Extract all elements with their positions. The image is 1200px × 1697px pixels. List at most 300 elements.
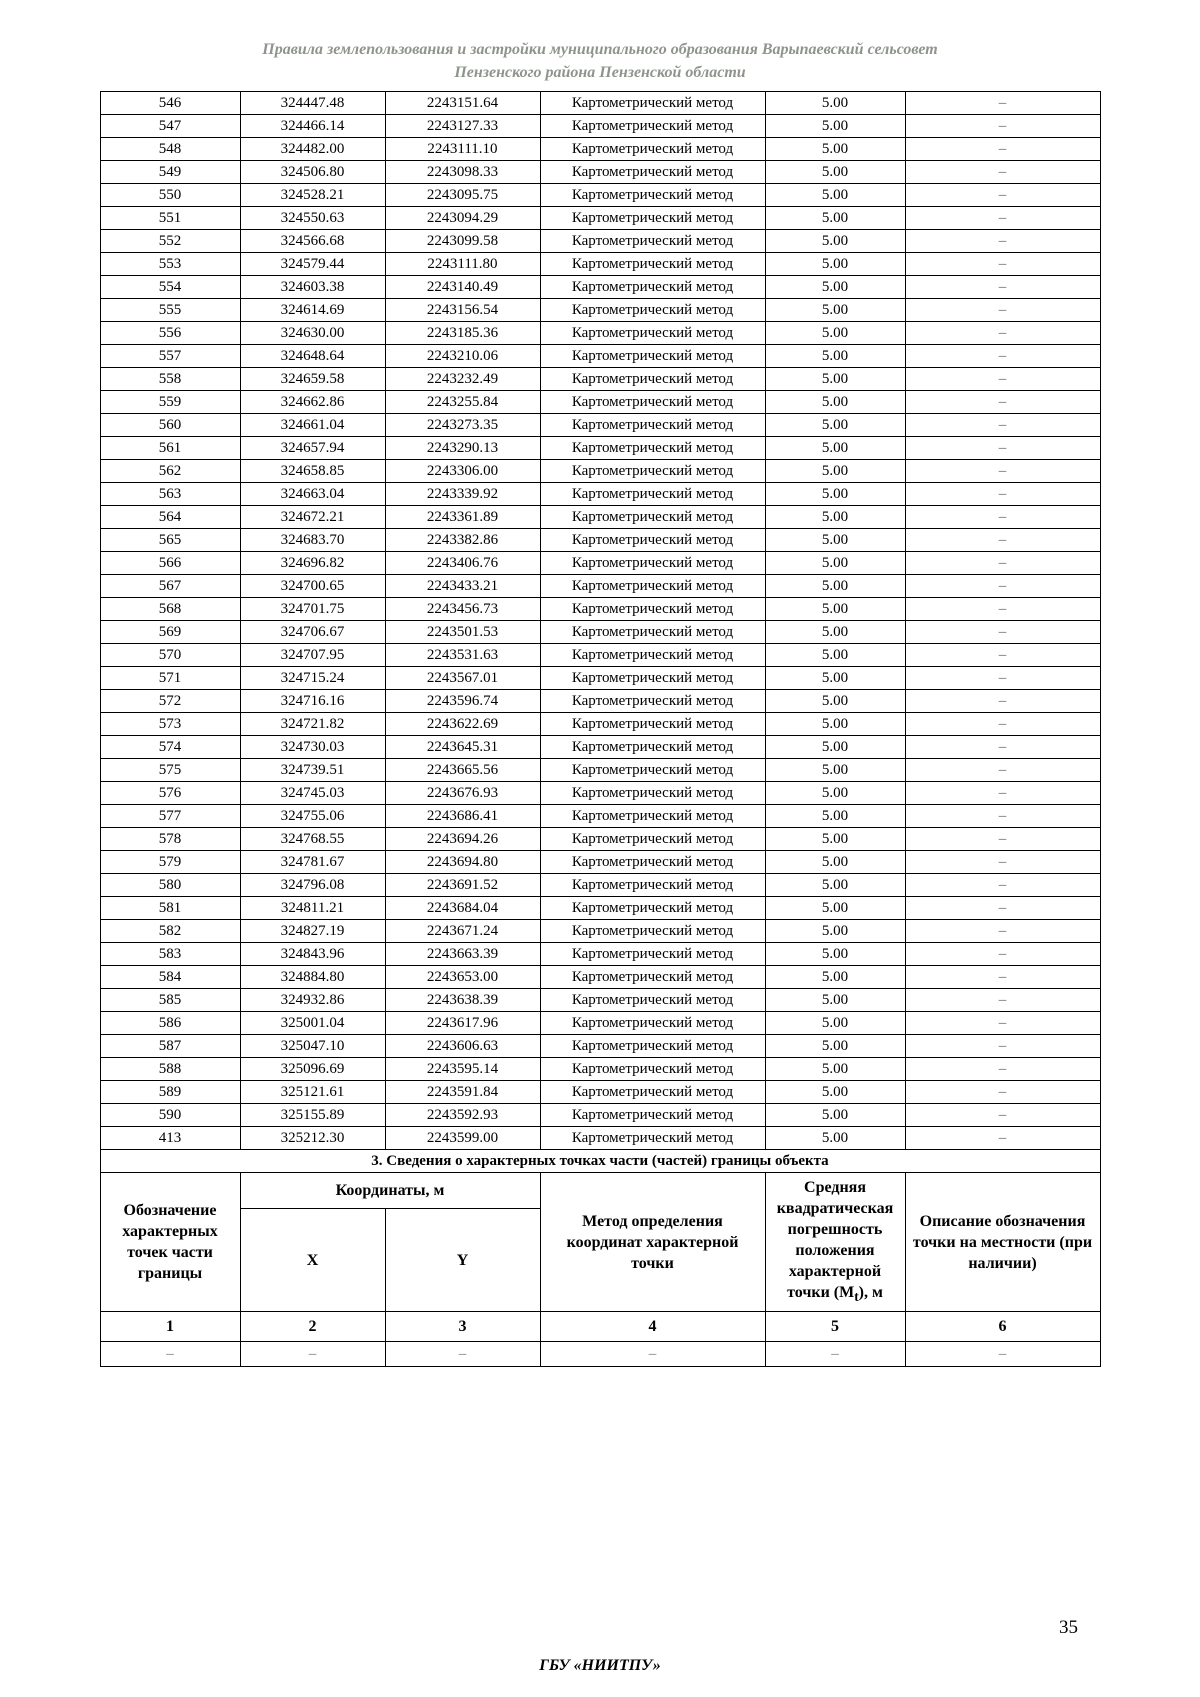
header-line-2: Пензенского района Пензенской области — [454, 64, 746, 81]
point-cell: 324843.96 — [240, 943, 385, 966]
column-numbers-row — [100, 1312, 1100, 1342]
point-cell: – — [905, 966, 1100, 989]
point-cell: Картометрический метод — [540, 1035, 765, 1058]
point-cell: 5.00 — [765, 322, 905, 345]
point-cell: 5.00 — [765, 115, 905, 138]
point-cell: 324707.95 — [240, 644, 385, 667]
point-row — [100, 184, 1100, 207]
point-cell: 551 — [100, 207, 240, 230]
point-row — [100, 1104, 1100, 1127]
point-cell: Картометрический метод — [540, 621, 765, 644]
point-row — [100, 1081, 1100, 1104]
header-description: Описание обозначения точки на местности (при наличии) — [905, 1173, 1100, 1312]
point-cell: Картометрический метод — [540, 1104, 765, 1127]
point-cell: 324659.58 — [240, 368, 385, 391]
point-cell: 5.00 — [765, 598, 905, 621]
point-cell: – — [905, 1081, 1100, 1104]
point-cell: 325047.10 — [240, 1035, 385, 1058]
point-cell: Картометрический метод — [540, 598, 765, 621]
point-cell: – — [905, 345, 1100, 368]
point-cell: – — [905, 713, 1100, 736]
point-cell: 553 — [100, 253, 240, 276]
point-cell: Картометрический метод — [540, 1058, 765, 1081]
point-cell: 550 — [100, 184, 240, 207]
point-cell: 572 — [100, 690, 240, 713]
point-cell: Картометрический метод — [540, 828, 765, 851]
point-cell: – — [905, 230, 1100, 253]
point-cell: 5.00 — [765, 736, 905, 759]
column-number-cell: 3 — [385, 1312, 540, 1342]
point-cell: – — [905, 690, 1100, 713]
point-cell: 564 — [100, 506, 240, 529]
point-cell: 324739.51 — [240, 759, 385, 782]
point-cell: 5.00 — [765, 460, 905, 483]
point-cell: 576 — [100, 782, 240, 805]
point-cell: 565 — [100, 529, 240, 552]
point-cell: 573 — [100, 713, 240, 736]
point-cell: 5.00 — [765, 1012, 905, 1035]
point-cell: Картометрический метод — [540, 1081, 765, 1104]
point-cell: – — [905, 897, 1100, 920]
point-cell: 578 — [100, 828, 240, 851]
point-row — [100, 1058, 1100, 1081]
point-cell: Картометрический метод — [540, 92, 765, 115]
point-cell: – — [905, 322, 1100, 345]
point-cell: – — [905, 828, 1100, 851]
point-cell: Картометрический метод — [540, 897, 765, 920]
coordinates-table — [100, 91, 1101, 1367]
point-row — [100, 828, 1100, 851]
point-cell: 5.00 — [765, 782, 905, 805]
point-cell: 590 — [100, 1104, 240, 1127]
point-cell: – — [905, 391, 1100, 414]
point-cell: – — [905, 529, 1100, 552]
point-cell: 5.00 — [765, 391, 905, 414]
point-cell: – — [905, 276, 1100, 299]
point-cell: 574 — [100, 736, 240, 759]
point-cell: Картометрический метод — [540, 345, 765, 368]
point-cell: 5.00 — [765, 874, 905, 897]
header-x: X — [240, 1208, 385, 1311]
point-row — [100, 1127, 1100, 1150]
point-cell: 548 — [100, 138, 240, 161]
point-cell: – — [905, 138, 1100, 161]
point-cell: 557 — [100, 345, 240, 368]
point-row — [100, 506, 1100, 529]
point-cell: 5.00 — [765, 529, 905, 552]
point-cell: – — [905, 943, 1100, 966]
point-cell: Картометрический метод — [540, 713, 765, 736]
point-row — [100, 1035, 1100, 1058]
point-cell: Картометрический метод — [540, 460, 765, 483]
point-cell: 561 — [100, 437, 240, 460]
point-row — [100, 874, 1100, 897]
point-cell: – — [905, 368, 1100, 391]
point-row — [100, 391, 1100, 414]
point-cell: – — [905, 92, 1100, 115]
point-cell: 5.00 — [765, 966, 905, 989]
point-cell: 2243156.54 — [385, 299, 540, 322]
point-row — [100, 115, 1100, 138]
section3-title: 3. Сведения о характерных точках части (частей) границы объекта — [100, 1150, 1100, 1173]
header-coordinates-group: Координаты, м — [240, 1173, 540, 1209]
column-number-cell: 5 — [765, 1312, 905, 1342]
point-cell: 324796.08 — [240, 874, 385, 897]
point-cell: 2243456.73 — [385, 598, 540, 621]
point-cell: Картометрический метод — [540, 989, 765, 1012]
point-cell: 5.00 — [765, 368, 905, 391]
points-table-body — [100, 92, 1100, 1150]
point-cell: – — [905, 1035, 1100, 1058]
point-cell: 5.00 — [765, 943, 905, 966]
point-cell: 325212.30 — [240, 1127, 385, 1150]
point-cell: 324466.14 — [240, 115, 385, 138]
header-line-1: Правила землепользования и застройки муниципального образования Варыпаевский сельсовет — [262, 41, 938, 58]
header-error-prefix: Средняя квадратическая погрешность положения характерной точки (М — [776, 1179, 894, 1301]
point-cell: 5.00 — [765, 621, 905, 644]
point-cell: 2243531.63 — [385, 644, 540, 667]
point-row — [100, 621, 1100, 644]
point-cell: 580 — [100, 874, 240, 897]
point-cell: 2243645.31 — [385, 736, 540, 759]
point-row — [100, 598, 1100, 621]
empty-value-cell: – — [540, 1342, 765, 1367]
point-cell: 575 — [100, 759, 240, 782]
point-cell: 554 — [100, 276, 240, 299]
point-cell: Картометрический метод — [540, 690, 765, 713]
point-cell: – — [905, 1127, 1100, 1150]
point-cell: 5.00 — [765, 414, 905, 437]
point-cell: 2243095.75 — [385, 184, 540, 207]
point-cell: 546 — [100, 92, 240, 115]
point-cell: – — [905, 414, 1100, 437]
point-cell: Картометрический метод — [540, 805, 765, 828]
point-row — [100, 230, 1100, 253]
point-cell: 2243094.29 — [385, 207, 540, 230]
point-cell: 2243599.00 — [385, 1127, 540, 1150]
point-cell: 579 — [100, 851, 240, 874]
header-error — [765, 1173, 905, 1312]
point-cell: 571 — [100, 667, 240, 690]
point-row — [100, 529, 1100, 552]
point-cell: 2243595.14 — [385, 1058, 540, 1081]
point-cell: 324701.75 — [240, 598, 385, 621]
point-cell: 549 — [100, 161, 240, 184]
point-cell: Картометрический метод — [540, 506, 765, 529]
point-cell: – — [905, 759, 1100, 782]
point-cell: 324715.24 — [240, 667, 385, 690]
point-cell: Картометрический метод — [540, 184, 765, 207]
point-cell: 325121.61 — [240, 1081, 385, 1104]
point-cell: – — [905, 644, 1100, 667]
point-cell: 2243290.13 — [385, 437, 540, 460]
header-method: Метод определения координат характерной точки — [540, 1173, 765, 1312]
empty-values-row — [100, 1342, 1100, 1367]
point-cell: Картометрический метод — [540, 161, 765, 184]
point-cell: 570 — [100, 644, 240, 667]
column-number-cell: 1 — [100, 1312, 240, 1342]
point-cell: 2243676.93 — [385, 782, 540, 805]
point-cell: Картометрический метод — [540, 736, 765, 759]
point-cell: 324884.80 — [240, 966, 385, 989]
point-cell: 2243671.24 — [385, 920, 540, 943]
point-cell: 5.00 — [765, 667, 905, 690]
point-cell: Картометрический метод — [540, 943, 765, 966]
point-cell: 324706.67 — [240, 621, 385, 644]
point-cell: 324716.16 — [240, 690, 385, 713]
point-row — [100, 92, 1100, 115]
point-cell: 2243232.49 — [385, 368, 540, 391]
point-cell: – — [905, 1104, 1100, 1127]
point-cell: 324932.86 — [240, 989, 385, 1012]
point-cell: 5.00 — [765, 1035, 905, 1058]
point-cell: 2243663.39 — [385, 943, 540, 966]
point-cell: 5.00 — [765, 851, 905, 874]
point-cell: 5.00 — [765, 506, 905, 529]
header-row-1 — [100, 1173, 1100, 1209]
point-row — [100, 713, 1100, 736]
point-cell: 562 — [100, 460, 240, 483]
point-cell: 5.00 — [765, 299, 905, 322]
point-cell: 569 — [100, 621, 240, 644]
column-number-cell: 2 — [240, 1312, 385, 1342]
point-row — [100, 161, 1100, 184]
point-cell: 5.00 — [765, 276, 905, 299]
point-row — [100, 920, 1100, 943]
column-number-cell: 4 — [540, 1312, 765, 1342]
point-cell: 5.00 — [765, 1058, 905, 1081]
point-cell: 324781.67 — [240, 851, 385, 874]
empty-value-cell: – — [100, 1342, 240, 1367]
point-cell: – — [905, 460, 1100, 483]
point-cell: 555 — [100, 299, 240, 322]
point-row — [100, 690, 1100, 713]
document-header — [0, 0, 1200, 84]
point-cell: 2243339.92 — [385, 483, 540, 506]
point-cell: 2243501.53 — [385, 621, 540, 644]
empty-value-cell: – — [765, 1342, 905, 1367]
point-cell: 560 — [100, 414, 240, 437]
section3-title-row — [100, 1150, 1100, 1173]
point-cell: Картометрический метод — [540, 1127, 765, 1150]
point-cell: 324721.82 — [240, 713, 385, 736]
point-cell: 2243653.00 — [385, 966, 540, 989]
point-row — [100, 437, 1100, 460]
point-cell: – — [905, 598, 1100, 621]
point-cell: – — [905, 667, 1100, 690]
point-cell: 2243694.26 — [385, 828, 540, 851]
point-row — [100, 207, 1100, 230]
point-cell: 2243127.33 — [385, 115, 540, 138]
point-cell: 2243665.56 — [385, 759, 540, 782]
point-cell: 5.00 — [765, 161, 905, 184]
point-cell: Картометрический метод — [540, 138, 765, 161]
point-cell: – — [905, 736, 1100, 759]
point-cell: – — [905, 621, 1100, 644]
point-cell: 324482.00 — [240, 138, 385, 161]
point-cell: – — [905, 920, 1100, 943]
point-cell: 2243433.21 — [385, 575, 540, 598]
point-cell: Картометрический метод — [540, 1012, 765, 1035]
point-cell: – — [905, 184, 1100, 207]
point-cell: Картометрический метод — [540, 874, 765, 897]
point-cell: 5.00 — [765, 1081, 905, 1104]
point-cell: – — [905, 115, 1100, 138]
point-cell: 2243098.33 — [385, 161, 540, 184]
point-cell: – — [905, 207, 1100, 230]
point-cell: 2243691.52 — [385, 874, 540, 897]
point-row — [100, 138, 1100, 161]
point-cell: 5.00 — [765, 184, 905, 207]
point-cell: Картометрический метод — [540, 253, 765, 276]
point-cell: 324630.00 — [240, 322, 385, 345]
point-cell: 2243140.49 — [385, 276, 540, 299]
point-cell: 5.00 — [765, 644, 905, 667]
point-cell: 589 — [100, 1081, 240, 1104]
point-cell: 547 — [100, 115, 240, 138]
point-cell: 324614.69 — [240, 299, 385, 322]
point-cell: 2243617.96 — [385, 1012, 540, 1035]
point-cell: 583 — [100, 943, 240, 966]
empty-value-cell: – — [240, 1342, 385, 1367]
point-cell: 325096.69 — [240, 1058, 385, 1081]
point-cell: 324730.03 — [240, 736, 385, 759]
point-cell: 2243306.00 — [385, 460, 540, 483]
point-row — [100, 460, 1100, 483]
point-cell: 324700.65 — [240, 575, 385, 598]
point-row — [100, 805, 1100, 828]
point-row — [100, 299, 1100, 322]
point-cell: 2243382.86 — [385, 529, 540, 552]
point-cell: 324447.48 — [240, 92, 385, 115]
point-row — [100, 667, 1100, 690]
point-cell: Картометрический метод — [540, 483, 765, 506]
point-cell: – — [905, 299, 1100, 322]
point-row — [100, 759, 1100, 782]
point-cell: – — [905, 874, 1100, 897]
point-cell: 5.00 — [765, 805, 905, 828]
point-cell: 2243694.80 — [385, 851, 540, 874]
point-cell: – — [905, 851, 1100, 874]
point-cell: 582 — [100, 920, 240, 943]
point-cell: Картометрический метод — [540, 230, 765, 253]
point-cell: 324506.80 — [240, 161, 385, 184]
point-cell: 568 — [100, 598, 240, 621]
point-cell: 5.00 — [765, 138, 905, 161]
point-cell: 413 — [100, 1127, 240, 1150]
point-cell: 2243111.10 — [385, 138, 540, 161]
point-cell: 5.00 — [765, 437, 905, 460]
point-cell: 5.00 — [765, 690, 905, 713]
point-cell: – — [905, 575, 1100, 598]
point-cell: 581 — [100, 897, 240, 920]
point-cell: 2243406.76 — [385, 552, 540, 575]
point-cell: 324755.06 — [240, 805, 385, 828]
point-cell: 5.00 — [765, 345, 905, 368]
point-row — [100, 989, 1100, 1012]
point-row — [100, 943, 1100, 966]
page-number: 35 — [1059, 1617, 1078, 1638]
point-cell: 5.00 — [765, 483, 905, 506]
point-cell: 324579.44 — [240, 253, 385, 276]
point-cell: Картометрический метод — [540, 414, 765, 437]
point-cell: 324661.04 — [240, 414, 385, 437]
point-row — [100, 483, 1100, 506]
point-cell: Картометрический метод — [540, 644, 765, 667]
point-cell: 552 — [100, 230, 240, 253]
point-cell: 325155.89 — [240, 1104, 385, 1127]
point-cell: – — [905, 989, 1100, 1012]
point-cell: 324603.38 — [240, 276, 385, 299]
point-cell: 324658.85 — [240, 460, 385, 483]
point-row — [100, 345, 1100, 368]
point-row — [100, 736, 1100, 759]
point-row — [100, 897, 1100, 920]
point-cell: Картометрический метод — [540, 368, 765, 391]
point-cell: – — [905, 1012, 1100, 1035]
point-cell: 2243622.69 — [385, 713, 540, 736]
point-cell: 2243210.06 — [385, 345, 540, 368]
footer-organization: ГБУ «НИИТПУ» — [539, 1657, 661, 1674]
point-cell: 2243185.36 — [385, 322, 540, 345]
point-cell: Картометрический метод — [540, 207, 765, 230]
point-cell: 5.00 — [765, 897, 905, 920]
point-cell: 2243596.74 — [385, 690, 540, 713]
point-cell: 577 — [100, 805, 240, 828]
point-cell: Картометрический метод — [540, 782, 765, 805]
point-cell: – — [905, 552, 1100, 575]
point-cell: 324683.70 — [240, 529, 385, 552]
point-cell: 559 — [100, 391, 240, 414]
point-cell: – — [905, 437, 1100, 460]
header-y: Y — [385, 1208, 540, 1311]
point-cell: – — [905, 161, 1100, 184]
point-cell: 324745.03 — [240, 782, 385, 805]
point-cell: 5.00 — [765, 253, 905, 276]
point-cell: 2243361.89 — [385, 506, 540, 529]
point-cell: – — [905, 782, 1100, 805]
point-cell: 2243684.04 — [385, 897, 540, 920]
point-cell: Картометрический метод — [540, 552, 765, 575]
column-number-cell: 6 — [905, 1312, 1100, 1342]
point-cell: 324528.21 — [240, 184, 385, 207]
point-cell: 324648.64 — [240, 345, 385, 368]
point-cell: 2243686.41 — [385, 805, 540, 828]
point-cell: Картометрический метод — [540, 851, 765, 874]
point-cell: – — [905, 483, 1100, 506]
point-cell: 588 — [100, 1058, 240, 1081]
point-cell: 5.00 — [765, 92, 905, 115]
point-cell: 324696.82 — [240, 552, 385, 575]
point-cell: 586 — [100, 1012, 240, 1035]
point-cell: – — [905, 1058, 1100, 1081]
point-cell: 324663.04 — [240, 483, 385, 506]
point-cell: Картометрический метод — [540, 437, 765, 460]
point-cell: 5.00 — [765, 920, 905, 943]
point-cell: 324672.21 — [240, 506, 385, 529]
point-cell: Картометрический метод — [540, 759, 765, 782]
point-cell: 567 — [100, 575, 240, 598]
point-row — [100, 575, 1100, 598]
point-cell: 324768.55 — [240, 828, 385, 851]
point-cell: 5.00 — [765, 989, 905, 1012]
point-cell: 324811.21 — [240, 897, 385, 920]
point-cell: 325001.04 — [240, 1012, 385, 1035]
point-cell: – — [905, 506, 1100, 529]
header-error-suffix: ), м — [858, 1284, 883, 1301]
point-cell: 5.00 — [765, 1104, 905, 1127]
point-cell: 2243255.84 — [385, 391, 540, 414]
